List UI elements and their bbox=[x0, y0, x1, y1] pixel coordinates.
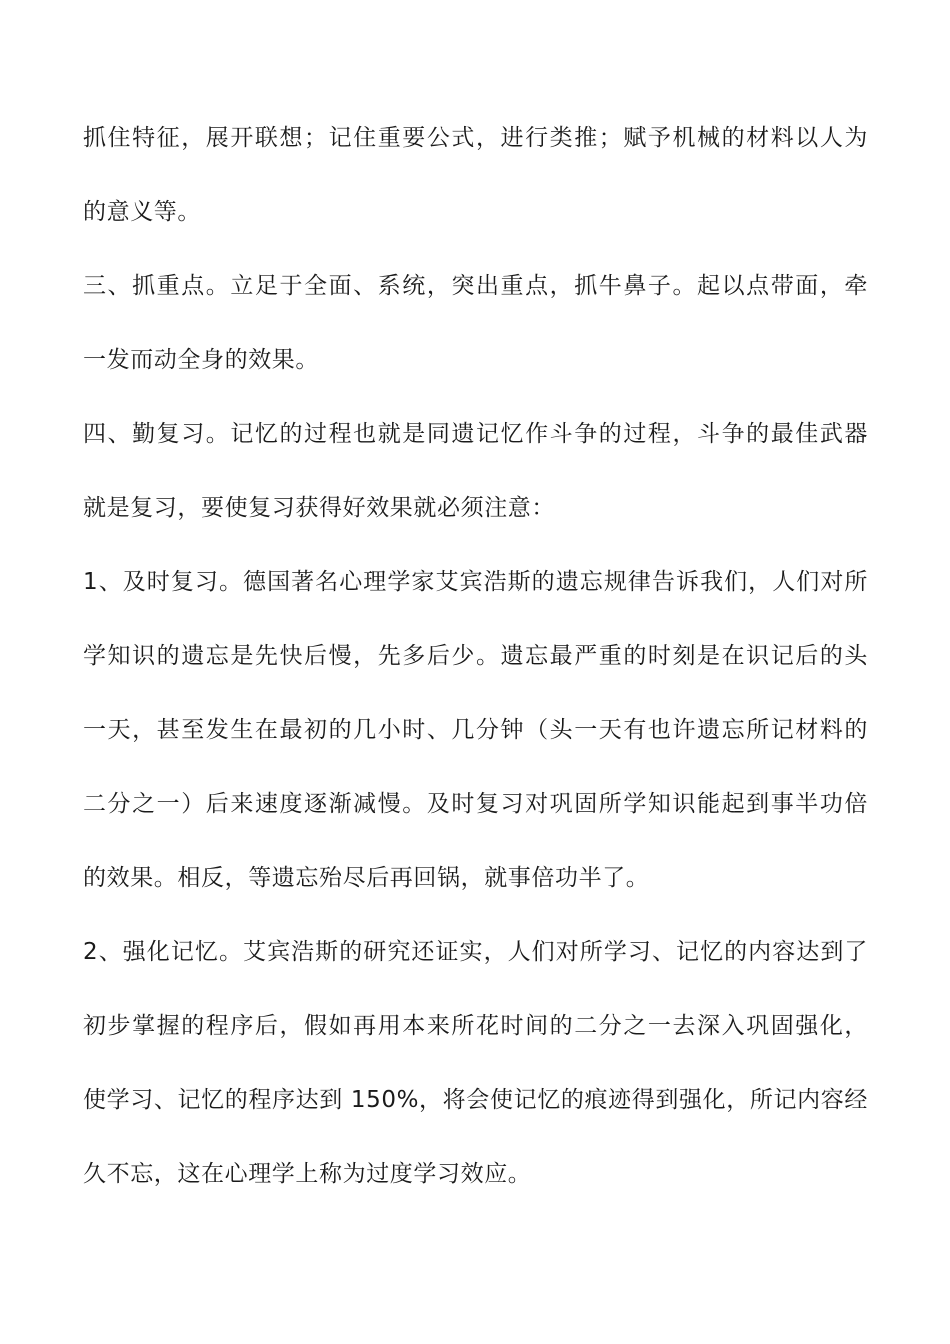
text-line: 二分之一）后来速度逐渐减慢。及时复习对巩固所学知识能起到事半功倍 bbox=[83, 791, 868, 817]
text-line: 2、强化记忆。艾宾浩斯的研究还证实，人们对所学习、记忆的内容达到了 bbox=[83, 939, 868, 965]
text-line: 使学习、记忆的程序达到 150%，将会使记忆的痕迹得到强化，所记内容经 bbox=[83, 1087, 868, 1113]
text-line: 久不忘，这在心理学上称为过度学习效应。 bbox=[83, 1161, 532, 1187]
text-line: 三、抓重点。立足于全面、系统，突出重点，抓牛鼻子。起以点带面，牵 bbox=[83, 273, 868, 299]
text-line: 初步掌握的程序后，假如再用本来所花时间的二分之一去深入巩固强化， bbox=[83, 1013, 868, 1039]
text-line: 1、及时复习。德国著名心理学家艾宾浩斯的遗忘规律告诉我们，人们对所 bbox=[83, 569, 868, 595]
text-line: 一发而动全身的效果。 bbox=[83, 347, 319, 373]
text-line: 四、勤复习。记忆的过程也就是同遗记忆作斗争的过程，斗争的最佳武器 bbox=[83, 421, 868, 447]
text-line: 一天，甚至发生在最初的几小时、几分钟（头一天有也许遗忘所记材料的 bbox=[83, 717, 868, 743]
text-line: 的效果。相反，等遗忘殆尽后再回锅，就事倍功半了。 bbox=[83, 865, 650, 891]
text-line: 的意义等。 bbox=[83, 199, 201, 225]
text-line: 学知识的遗忘是先快后慢，先多后少。遗忘最严重的时刻是在识记后的头 bbox=[83, 643, 868, 669]
text-line: 抓住特征，展开联想；记住重要公式，进行类推；赋予机械的材料以人为 bbox=[83, 125, 868, 151]
text-line: 就是复习，要使复习获得好效果就必须注意： bbox=[83, 495, 555, 521]
